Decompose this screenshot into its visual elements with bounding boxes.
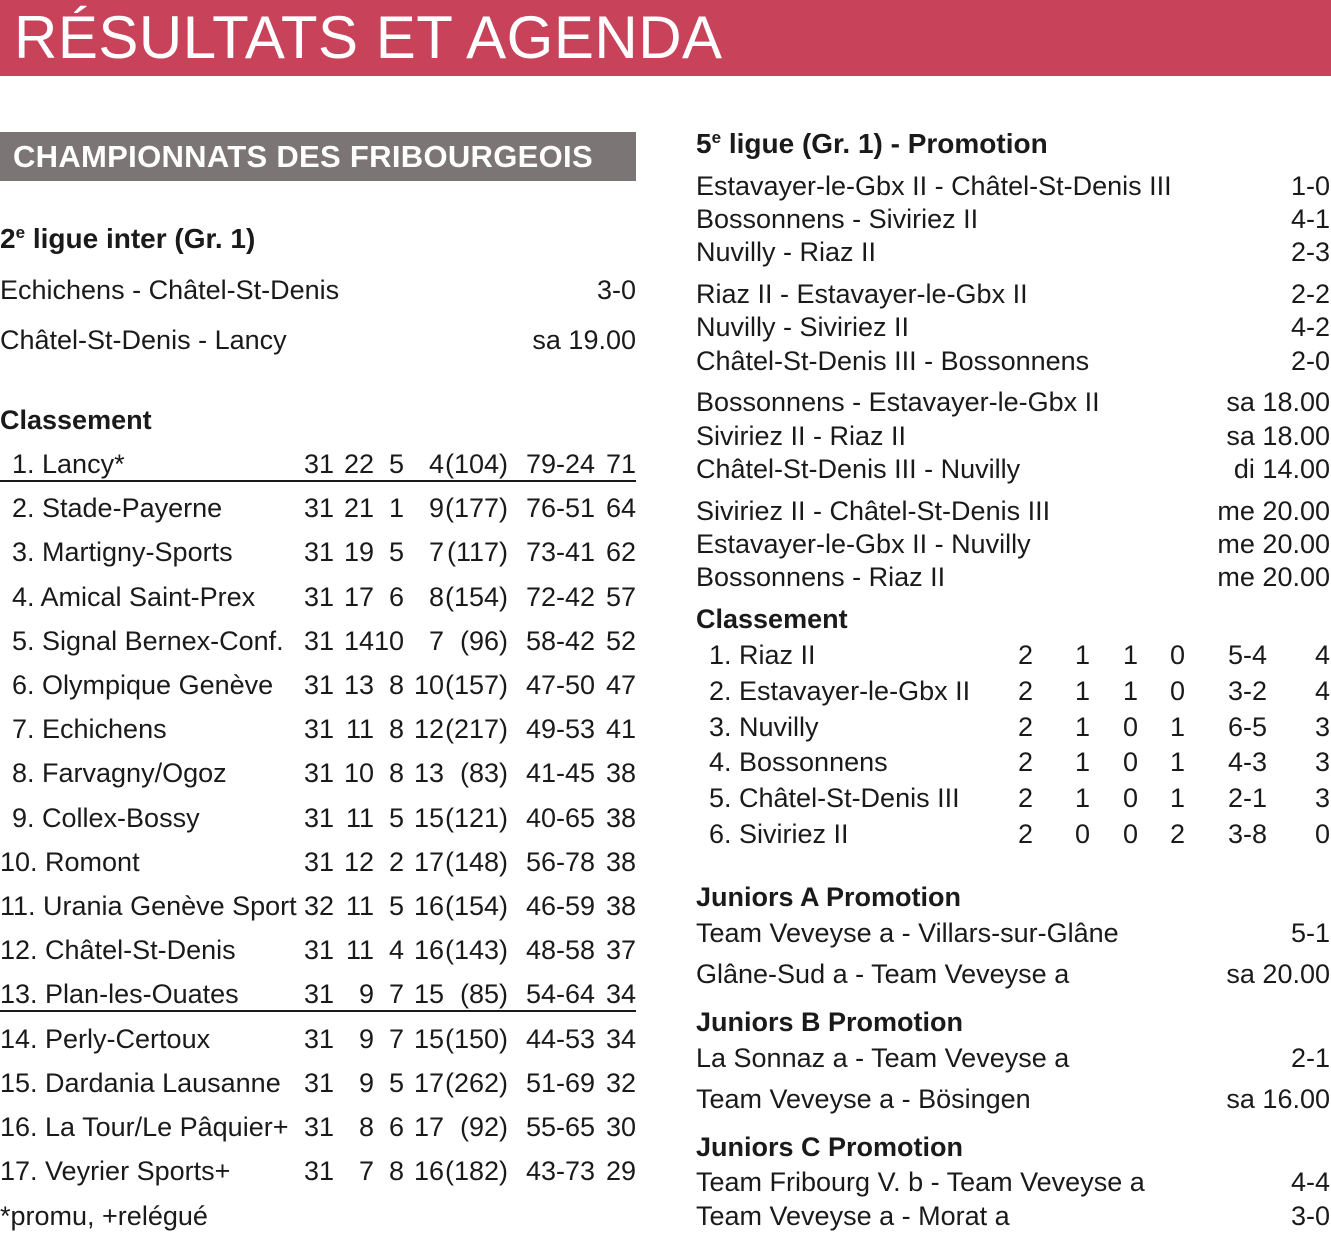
- standings-n: 5: [388, 537, 404, 568]
- standings-p: 15: [413, 979, 444, 1010]
- match-score: sa 20.00: [1226, 959, 1330, 989]
- standings-pen: (85): [459, 979, 508, 1010]
- standings-goals: 47-50: [525, 670, 595, 700]
- match-score: 4-1: [1290, 204, 1330, 234]
- match-teams: Nuvilly - Riaz II: [696, 237, 877, 267]
- standings-g: 11: [345, 714, 374, 745]
- standings-j: 31: [303, 758, 334, 789]
- page-title: RÉSULTATS ET AGENDA: [14, 4, 723, 71]
- standings-team: 5. Signal Bernex-Conf.: [12, 625, 284, 656]
- standings-n: 7: [388, 1023, 404, 1054]
- match-score: 2-3: [1290, 237, 1330, 267]
- standings-goals: 79-24: [525, 449, 595, 479]
- standings-pts: 32: [605, 1067, 636, 1098]
- standings-goals: 44-53: [525, 1023, 595, 1054]
- standings-row: [0, 842, 636, 882]
- league-5-match-7: [696, 419, 1330, 453]
- juniors-c-match-0: [696, 1165, 1330, 1199]
- league-5-match-0: [696, 169, 1330, 203]
- standings-g: 1: [1074, 783, 1090, 814]
- standings-g: 9: [358, 979, 374, 1010]
- standings-row: [696, 817, 1330, 851]
- match-score: 4-2: [1290, 312, 1330, 342]
- standings-j: 31: [303, 979, 334, 1010]
- league-2-heading: 2e ligue inter (Gr. 1): [0, 223, 256, 254]
- league-5-match-8: [696, 452, 1330, 486]
- standings-g: 10: [343, 758, 374, 789]
- juniors-b-match-0: [696, 1041, 1330, 1075]
- standings-team: 4. Amical Saint-Prex: [12, 581, 256, 612]
- standings-p: 9: [428, 493, 444, 524]
- standings-row: [0, 1063, 636, 1103]
- league-5-match-6: [696, 385, 1330, 419]
- league-5-standings-title: Classement: [696, 604, 848, 634]
- standings-pts: 0: [1314, 819, 1330, 849]
- standings-p: 17: [413, 1067, 444, 1098]
- standings-n: 1: [1122, 675, 1138, 706]
- standings-g: 1: [1074, 675, 1090, 706]
- league-2-standings-title: Classement: [0, 405, 152, 435]
- standings-goals: 51-69: [525, 1067, 595, 1098]
- standings-g: 11: [345, 935, 374, 966]
- standings-p: 15: [413, 1023, 444, 1054]
- standings-pts: 38: [605, 846, 636, 877]
- standings-goals: 72-42: [525, 581, 595, 612]
- standings-pts: 38: [605, 802, 636, 833]
- standings-j: 31: [303, 1112, 334, 1142]
- match-teams: Estavayer-le-Gbx II - Nuvilly: [696, 529, 1031, 559]
- standings-j: 2: [1017, 640, 1033, 670]
- standings-j: 2: [1017, 711, 1033, 742]
- standings-goals: 4-3: [1227, 747, 1267, 778]
- match-teams: Châtel-St-Denis - Lancy: [0, 325, 287, 355]
- standings-team: 2. Stade-Payerne: [12, 493, 223, 524]
- relegation-divider: [0, 1010, 636, 1012]
- match-teams: Bossonnens - Riaz II: [696, 562, 946, 592]
- standings-p: 16: [413, 935, 444, 966]
- section-bar: [0, 132, 636, 181]
- standings-goals: 73-41: [525, 537, 595, 568]
- standings-row: [0, 930, 636, 970]
- standings-pen: (96): [459, 625, 508, 656]
- standings-pen: (117): [446, 537, 508, 568]
- match-score: me 20.00: [1217, 562, 1330, 592]
- standings-row: [0, 621, 636, 661]
- standings-j: 2: [1017, 747, 1033, 778]
- standings-row: [696, 710, 1330, 744]
- standings-pen: (104): [444, 449, 508, 479]
- standings-row: [0, 886, 636, 926]
- standings-goals: 40-65: [525, 802, 595, 833]
- standings-p: 12: [413, 714, 444, 745]
- standings-p: 8: [428, 581, 444, 612]
- standings-team: 6. Olympique Genève: [12, 670, 274, 700]
- league-5-match-5: [696, 344, 1330, 378]
- standings-goals: 54-64: [525, 979, 595, 1010]
- standings-p: 15: [413, 802, 444, 833]
- standings-p: 7: [428, 537, 444, 568]
- standings-j: 31: [303, 625, 334, 656]
- standings-pts: 29: [605, 1156, 636, 1187]
- standings-p: 17: [413, 846, 444, 877]
- juniors-c-heading: Juniors C Promotion: [696, 1132, 964, 1162]
- match-teams: Bossonnens - Estavayer-le-Gbx II: [696, 387, 1100, 417]
- match-score: 2-0: [1290, 346, 1330, 376]
- standings-n: 5: [388, 891, 404, 921]
- standings-row: [696, 781, 1330, 815]
- standings-pen: (121): [444, 802, 508, 833]
- standings-goals: 56-78: [525, 846, 595, 877]
- standings-g: 21: [343, 493, 374, 524]
- standings-goals: 43-73: [525, 1156, 595, 1187]
- match-teams: Team Veveyse a - Villars-sur-Glâne: [696, 918, 1119, 948]
- standings-g: 12: [343, 846, 374, 877]
- standings-j: 31: [303, 1156, 334, 1187]
- match-score: 2-2: [1290, 279, 1330, 309]
- standings-n: 5: [388, 449, 404, 479]
- standings-team: 16. La Tour/Le Pâquier+: [0, 1112, 289, 1142]
- standings-row: [0, 798, 636, 838]
- standings-n: 1: [1122, 640, 1138, 670]
- standings-j: 31: [303, 935, 334, 966]
- standings-goals: 55-65: [525, 1112, 595, 1142]
- standings-team: 6. Siviriez II: [709, 819, 849, 849]
- standings-row: [696, 745, 1330, 779]
- standings-pts: 4: [1314, 675, 1330, 706]
- standings-team: 7. Echichens: [12, 714, 167, 745]
- standings-row: [0, 444, 636, 484]
- league-2-match-0: [0, 273, 636, 307]
- standings-row: [0, 577, 636, 617]
- league-5-match-3: [696, 277, 1330, 311]
- standings-team: 15. Dardania Lausanne: [0, 1067, 281, 1098]
- match-score: sa 16.00: [1226, 1084, 1330, 1114]
- standings-team: 1. Riaz II: [709, 640, 816, 670]
- league-5-match-2: [696, 235, 1330, 269]
- match-teams: Glâne-Sud a - Team Veveyse a: [696, 959, 1070, 989]
- standings-pts: 62: [605, 537, 636, 568]
- standings-n: 1: [388, 493, 404, 524]
- standings-goals: 3-2: [1227, 675, 1267, 706]
- standings-g: 1: [1074, 640, 1090, 670]
- standings-pen: (157): [444, 670, 508, 700]
- standings-row: [0, 1107, 636, 1147]
- standings-n: 0: [1122, 747, 1138, 778]
- standings-pen: (154): [444, 581, 508, 612]
- match-teams: Team Veveyse a - Bösingen: [696, 1084, 1031, 1114]
- standings-j: 31: [303, 846, 334, 877]
- standings-pen: (177): [444, 493, 508, 524]
- match-score: sa 18.00: [1226, 387, 1330, 417]
- standings-row: [0, 1019, 636, 1059]
- standings-g: 7: [358, 1156, 374, 1187]
- standings-team: 10. Romont: [0, 846, 140, 877]
- standings-j: 32: [303, 891, 334, 921]
- standings-goals: 76-51: [525, 493, 595, 524]
- standings-p: 1: [1169, 747, 1185, 778]
- standings-goals: 48-58: [525, 935, 595, 966]
- standings-p: 10: [413, 670, 444, 700]
- standings-n: 0: [1122, 819, 1138, 849]
- standings-p: 1: [1169, 783, 1185, 814]
- match-teams: Bossonnens - Siviriez II: [696, 204, 979, 234]
- standings-j: 31: [303, 493, 334, 524]
- league-5-heading: 5e ligue (Gr. 1) - Promotion: [696, 128, 1048, 159]
- standings-team: 12. Châtel-St-Denis: [0, 935, 236, 966]
- league-5-match-1: [696, 202, 1330, 236]
- standings-pen: (262): [444, 1067, 508, 1098]
- standings-team: 14. Perly-Certoux: [0, 1023, 211, 1054]
- standings-pts: 38: [605, 758, 636, 789]
- match-teams: Team Fribourg V. b - Team Veveyse a: [696, 1167, 1145, 1197]
- standings-n: 8: [388, 758, 404, 789]
- standings-g: 1: [1074, 711, 1090, 742]
- standings-team: 5. Châtel-St-Denis III: [709, 783, 960, 814]
- standings-j: 2: [1017, 783, 1033, 814]
- standings-team: 2. Estavayer-le-Gbx II: [709, 675, 971, 706]
- standings-p: 16: [413, 891, 444, 921]
- league-5-match-9: [696, 494, 1330, 528]
- match-teams: Echichens - Châtel-St-Denis: [0, 275, 340, 305]
- standings-g: 8: [358, 1112, 374, 1142]
- match-score: 3-0: [596, 275, 636, 305]
- standings-pts: 30: [605, 1112, 636, 1142]
- match-teams: La Sonnaz a - Team Veveyse a: [696, 1043, 1070, 1073]
- match-teams: Estavayer-le-Gbx II - Châtel-St-Denis III: [696, 171, 1172, 201]
- standings-g: 17: [343, 581, 374, 612]
- match-teams: Riaz II - Estavayer-le-Gbx II: [696, 279, 1028, 309]
- standings-pts: 47: [605, 670, 636, 700]
- standings-pen: (148): [444, 846, 508, 877]
- standings-pen: (154): [444, 891, 508, 921]
- standings-team: 4. Bossonnens: [709, 747, 888, 778]
- standings-goals: 3-8: [1227, 819, 1267, 849]
- standings-pts: 34: [605, 1023, 636, 1054]
- standings-j: 31: [303, 449, 334, 479]
- standings-pts: 41: [605, 714, 636, 745]
- standings-team: 11. Urania Genève Sport: [0, 891, 297, 921]
- standings-row: [0, 488, 636, 528]
- standings-p: 0: [1169, 640, 1185, 670]
- standings-pts: 3: [1314, 747, 1330, 778]
- standings-pen: (143): [444, 935, 508, 966]
- standings-g: 11: [345, 802, 374, 833]
- standings-g: 22: [343, 449, 374, 479]
- standings-j: 31: [303, 714, 334, 745]
- juniors-b-heading: Juniors B Promotion: [696, 1007, 964, 1037]
- standings-g: 1: [1074, 747, 1090, 778]
- match-teams: Siviriez II - Riaz II: [696, 421, 907, 451]
- match-score: 5-1: [1290, 918, 1330, 948]
- standings-p: 4: [428, 449, 444, 479]
- match-score: 3-0: [1290, 1201, 1330, 1231]
- standings-g: 19: [343, 537, 374, 568]
- match-teams: Team Veveyse a - Morat a: [696, 1201, 1010, 1231]
- juniors-a-match-0: [696, 916, 1330, 950]
- standings-p: 1: [1169, 711, 1185, 742]
- top-banner: [0, 0, 1331, 76]
- standings-n: 0: [1122, 783, 1138, 814]
- standings-g: 0: [1074, 819, 1090, 849]
- standings-j: 31: [303, 670, 334, 700]
- match-teams: Nuvilly - Siviriez II: [696, 312, 910, 342]
- standings-pts: 3: [1314, 711, 1330, 742]
- standings-pen: (182): [444, 1156, 508, 1187]
- standings-goals: 5-4: [1227, 640, 1267, 670]
- standings-pts: 37: [605, 935, 636, 966]
- standings-n: 5: [388, 1067, 404, 1098]
- league-2-match-1: [0, 323, 636, 357]
- standings-j: 31: [303, 1023, 334, 1054]
- standings-goals: 49-53: [525, 714, 595, 745]
- standings-p: 0: [1169, 675, 1185, 706]
- standings-n: 5: [388, 802, 404, 833]
- standings-j: 31: [303, 581, 334, 612]
- standings-n: 6: [388, 1112, 404, 1142]
- standings-g: 9: [358, 1067, 374, 1098]
- standings-pen: (217): [444, 714, 508, 745]
- match-score: 4-4: [1290, 1167, 1330, 1197]
- standings-n: 4: [388, 935, 404, 966]
- standings-g: 13: [343, 670, 374, 700]
- standings-p: 17: [413, 1112, 444, 1142]
- standings-pts: 3: [1314, 783, 1330, 814]
- standings-j: 2: [1017, 675, 1033, 706]
- standings-n: 6: [388, 581, 404, 612]
- standings-goals: 6-5: [1227, 711, 1267, 742]
- standings-p: 7: [428, 625, 444, 656]
- standings-team: 3. Martigny-Sports: [12, 537, 233, 568]
- standings-team: 3. Nuvilly: [709, 711, 819, 742]
- standings-p: 16: [413, 1156, 444, 1187]
- standings-row: [696, 638, 1330, 672]
- standings-j: 2: [1017, 819, 1033, 849]
- standings-team: 8. Farvagny/Ogoz: [12, 758, 227, 789]
- standings-goals: 2-1: [1227, 783, 1267, 814]
- promotion-divider: [0, 480, 636, 482]
- league-5-match-10: [696, 527, 1330, 561]
- standings-n: 8: [388, 714, 404, 745]
- match-teams: Siviriez II - Châtel-St-Denis III: [696, 496, 1051, 526]
- match-score: di 14.00: [1233, 454, 1330, 484]
- league-5-match-11: [696, 560, 1330, 594]
- match-score: me 20.00: [1217, 496, 1330, 526]
- match-score: me 20.00: [1217, 529, 1330, 559]
- standings-pen: (150): [444, 1023, 508, 1054]
- match-score: sa 19.00: [532, 325, 636, 355]
- standings-pts: 64: [605, 493, 636, 524]
- standings-g: 9: [358, 1023, 374, 1054]
- match-teams: Châtel-St-Denis III - Bossonnens: [696, 346, 1090, 376]
- juniors-a-heading: Juniors A Promotion: [696, 882, 962, 912]
- standings-team: 17. Veyrier Sports+: [0, 1156, 231, 1187]
- standings-j: 31: [303, 537, 334, 568]
- standings-team: 13. Plan-les-Ouates: [0, 979, 239, 1010]
- standings-team: 9. Collex-Bossy: [12, 802, 200, 833]
- standings-team: 1. Lancy*: [12, 449, 125, 479]
- standings-n: 2: [388, 846, 404, 877]
- standings-row: [0, 532, 636, 572]
- match-score: 2-1: [1290, 1043, 1330, 1073]
- standings-n: 0: [1122, 711, 1138, 742]
- standings-pts: 34: [605, 979, 636, 1010]
- standings-g: 14: [343, 625, 374, 656]
- standings-pen: (83): [459, 758, 508, 789]
- standings-pts: 71: [605, 449, 636, 479]
- league-5-match-4: [696, 310, 1330, 344]
- standings-pts: 4: [1314, 640, 1330, 670]
- standings-goals: 46-59: [525, 891, 595, 921]
- standings-row: [696, 674, 1330, 708]
- standings-row: [0, 974, 636, 1014]
- standings-row: [0, 753, 636, 793]
- standings-row: [0, 709, 636, 749]
- standings-pen: (92): [459, 1112, 508, 1142]
- standings-goals: 41-45: [525, 758, 595, 789]
- section-title: CHAMPIONNATS DES FRIBOURGEOIS: [13, 139, 593, 174]
- standings-footnote: *promu, +relégué: [0, 1201, 208, 1231]
- match-score: sa 18.00: [1226, 421, 1330, 451]
- standings-pts: 57: [605, 581, 636, 612]
- match-score: 1-0: [1290, 171, 1330, 201]
- standings-row: [0, 665, 636, 705]
- standings-pts: 38: [605, 891, 636, 921]
- match-teams: Châtel-St-Denis III - Nuvilly: [696, 454, 1021, 484]
- standings-row: [0, 1151, 636, 1191]
- standings-n: 7: [388, 979, 404, 1010]
- juniors-c-match-1: [696, 1199, 1330, 1233]
- standings-g: 11: [345, 891, 374, 921]
- standings-n: 8: [388, 670, 404, 700]
- standings-n: 10: [373, 625, 404, 656]
- standings-n: 8: [388, 1156, 404, 1187]
- juniors-b-match-1: [696, 1082, 1330, 1116]
- standings-p: 2: [1169, 819, 1185, 849]
- standings-j: 31: [303, 802, 334, 833]
- standings-p: 13: [413, 758, 444, 789]
- juniors-a-match-1: [696, 957, 1330, 991]
- standings-j: 31: [303, 1067, 334, 1098]
- standings-goals: 58-42: [525, 625, 595, 656]
- standings-pts: 52: [605, 625, 636, 656]
